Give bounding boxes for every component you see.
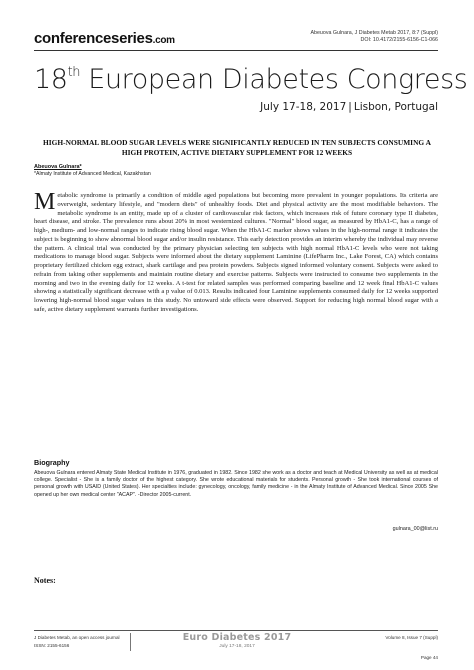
footer-event-dates: July 17-18, 2017 (219, 644, 255, 649)
congress-name: European Diabetes Congress (88, 64, 468, 95)
dates-separator: | (348, 101, 352, 113)
abstract-title: HIGH-NORMAL BLOOD SUGAR LEVELS WERE SIGNIFICANTLY REDUCED IN TEN SUBJECTS CONSUMING A HIGH PROTEIN, ACTIVE DIETARY SUPPLEMENT FOR 12 WEEKS (43, 138, 431, 157)
header-divider (34, 50, 438, 51)
footer-volume: Volume 8, Issue 7 (Suppl) (385, 635, 438, 640)
citation-line: Abeuova Gulnara, J Diabetes Metab 2017, 8:7 (Suppl) (310, 30, 438, 36)
biography-heading: Biography (34, 458, 70, 467)
author-affiliation: *Almaty Institute of Advanced Medical, Kazakhstan (34, 171, 151, 177)
brand-suffix: .com (152, 35, 175, 46)
author-name: Abeuova Gulnara* (34, 164, 82, 170)
congress-number: 18 (34, 64, 68, 95)
abstract-body (34, 189, 438, 315)
author-email-link[interactable]: gulnara_00@list.ru (392, 526, 438, 532)
conferenceseries-logo[interactable] (34, 30, 175, 47)
congress-dates: July 17-18, 2017 (260, 101, 347, 113)
journal-issn: ISSN: 2155-6156 (34, 642, 70, 648)
notes-label: Notes: (34, 576, 56, 585)
abstract-text: etabolic syndrome is primarily a condition of middle aged populations but becoming more prevalent in younger populations. Its criteria are overweight, sedentary lifestyle, and "modern diets" of unhealthy foods. Diet and physical activity are the most modifiable behaviors. The metabolic syndrome is an entity, made up of a cluster of cardiovascular risk factors, which increases risk of future coronary type II diabetes, heart disease, and stroke. The prevalence runs about 20% in most westernized cultures. "Normal" blood sugar, as measured by HbA1-C, has a range of high-, medium- and low-normal ranges to indicate rising blood sugar. When the HbA1-C marker shows values in the high-normal range it indicates the subject is beginning to show abnormal blood sugar and/or insulin resistance. This early detection provides an interim whereby the individual may reverse the pattern. A clinical trial was conducted by the primary physician selecting ten subjects with high normal HbA1-C levels who were not taking medications to manage blood sugar. Subjects were informed about the dietary supplement Laminine (LifePharm Inc., Lake Forest, CA) which contains proprietary fertilized chicken egg extract, shark cartilage and pea protein powders. Subjects signed informed voluntary consent. Subjects were asked to refrain from taking other supplements and maintain routine dietary and exercise patterns. Subjects were instructed to consume two supplements in the morning and two in the evening daily for 12 weeks. A t-test for related samples was performed comparing baseline and 12 week final HbA1-C values showing a statistically significant decrease with a p value of 0.013. Results indicated four Laminine supplements consumed daily for 12 weeks supported lowering high-normal blood sugar values in this study. No untoward side effects were observed. Support for reducing high normal blood sugar with a safe, active dietary supplement warrants further investigations. (34, 192, 438, 313)
biography-text: Abeuova Gulnara entered Almaty State Medical Institute in 1976, graduated in 1982. Since 1982 she work as a doctor and teach at Medical University as well as at medical college. Specialist - She is a family doctor of the highest category. She wrote educational materials for students. Personal growth - She took international courses of personal growth with USAID (United States). Her specialties include: gynecology, oncology, family medicine - in the Almaty Institute of Advanced Medical. Since 2005 She opened up her own medical center "ACAP". -Director 2005-current. (34, 470, 438, 498)
citation-block (311, 30, 439, 44)
journal-name: J Diabetes Metab, an open access journal (34, 635, 120, 640)
footer-event-name: Euro Diabetes 2017 (182, 632, 292, 643)
doi-line[interactable]: DOI: 10.4172/2155-6156-C1-066 (360, 37, 438, 43)
page-number: Page 44 (420, 655, 438, 660)
brand-name: conferenceseries (34, 30, 153, 47)
congress-location: Lisbon, Portugal (353, 101, 438, 113)
footer-divider (34, 630, 438, 631)
congress-title (34, 64, 467, 95)
drop-cap: M (34, 189, 56, 215)
congress-ordinal: th (67, 65, 81, 80)
congress-dates-location (260, 101, 438, 113)
